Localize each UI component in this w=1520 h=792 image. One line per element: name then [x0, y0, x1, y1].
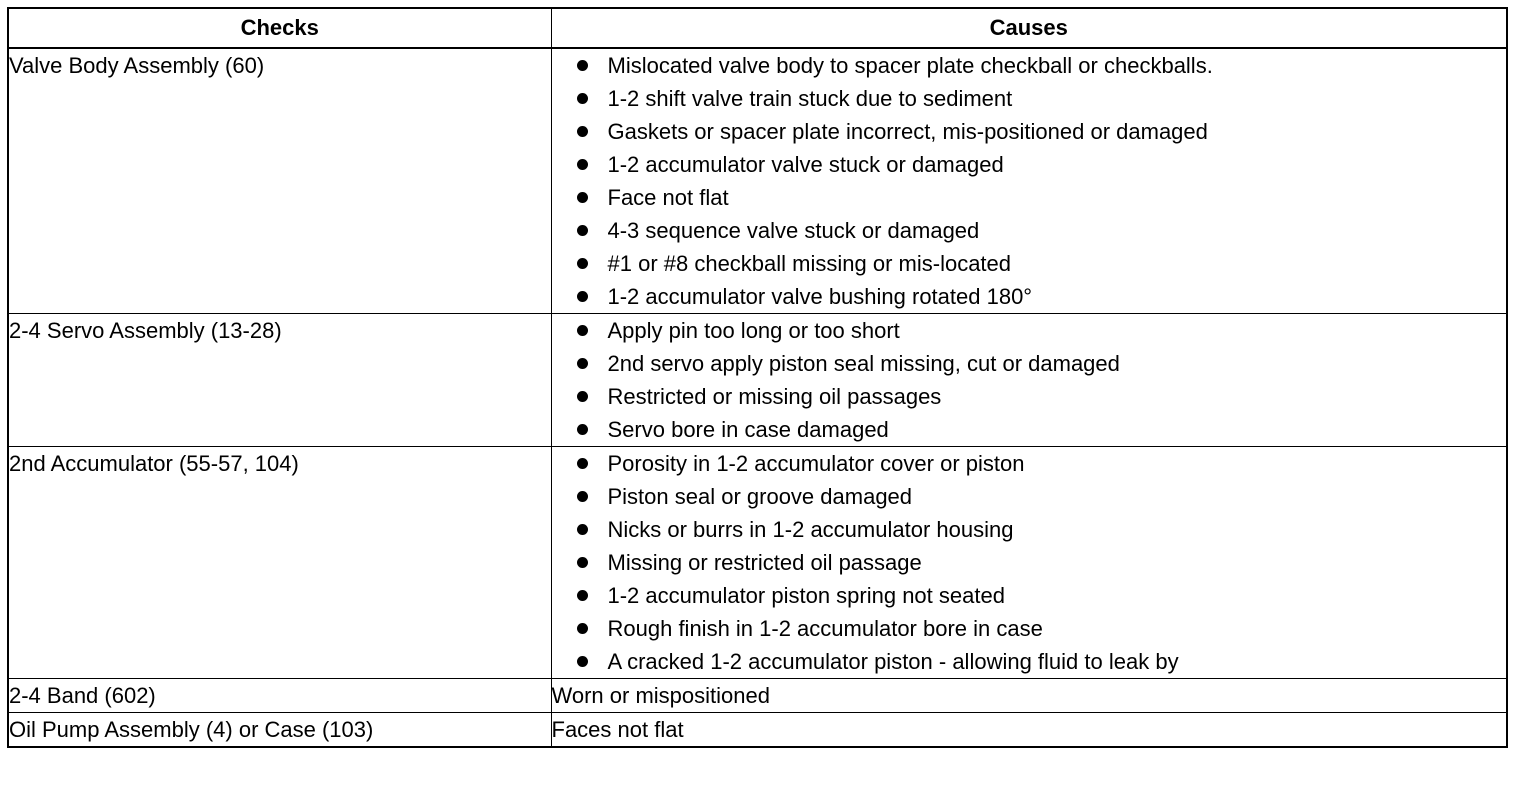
cause-text: Missing or restricted oil passage	[607, 550, 922, 575]
cause-item	[552, 380, 1507, 413]
bullet-icon	[577, 623, 588, 634]
cause-item	[552, 413, 1507, 446]
bullet-icon	[577, 60, 588, 71]
causes-cell	[551, 447, 1507, 679]
table-row	[8, 713, 1507, 748]
cause-cell: Worn or mispositioned	[551, 679, 1507, 713]
cause-text: Restricted or missing oil passages	[607, 384, 942, 409]
check-cell: 2-4 Band (602)	[8, 679, 551, 713]
cause-item	[552, 181, 1507, 214]
cause-text: 4-3 sequence valve stuck or damaged	[607, 218, 980, 243]
cause-item	[552, 82, 1507, 115]
cause-item	[552, 347, 1507, 380]
cause-item	[552, 247, 1507, 280]
diagnosis-table	[7, 7, 1508, 748]
bullet-icon	[577, 225, 588, 236]
cause-text: A cracked 1-2 accumulator piston - allowing fluid to leak by	[607, 649, 1179, 674]
cause-item	[552, 115, 1507, 148]
check-cell: Valve Body Assembly (60)	[8, 48, 551, 314]
cause-item	[552, 579, 1507, 612]
column-header-checks: Checks	[8, 8, 551, 48]
bullet-icon	[577, 258, 588, 269]
column-header-causes: Causes	[551, 8, 1507, 48]
cause-text: 1-2 accumulator valve bushing rotated 180°	[607, 284, 1033, 309]
cause-text: 1-2 accumulator valve stuck or damaged	[607, 152, 1004, 177]
bullet-icon	[577, 358, 588, 369]
cause-item	[552, 447, 1507, 480]
table-row	[8, 48, 1507, 314]
cause-text: Servo bore in case damaged	[607, 417, 889, 442]
table-row	[8, 314, 1507, 447]
check-cell: Oil Pump Assembly (4) or Case (103)	[8, 713, 551, 748]
header-row	[8, 8, 1507, 48]
bullet-icon	[577, 159, 588, 170]
bullet-icon	[577, 458, 588, 469]
cause-item	[552, 546, 1507, 579]
causes-cell	[551, 314, 1507, 447]
cause-item	[552, 513, 1507, 546]
cause-text: 1-2 accumulator piston spring not seated	[607, 583, 1005, 608]
cause-text: Apply pin too long or too short	[607, 318, 900, 343]
bullet-icon	[577, 491, 588, 502]
cause-item	[552, 49, 1507, 82]
bullet-icon	[577, 325, 588, 336]
cause-text: 1-2 shift valve train stuck due to sediment	[607, 86, 1013, 111]
cause-text: #1 or #8 checkball missing or mis-located	[607, 251, 1012, 276]
cause-text: Piston seal or groove damaged	[607, 484, 913, 509]
bullet-icon	[577, 656, 588, 667]
cause-text: Gaskets or spacer plate incorrect, mis-positioned or damaged	[607, 119, 1208, 144]
bullet-icon	[577, 93, 588, 104]
cause-text: Porosity in 1-2 accumulator cover or piston	[607, 451, 1025, 476]
cause-cell: Faces not flat	[551, 713, 1507, 748]
bullet-icon	[577, 126, 588, 137]
cause-item	[552, 280, 1507, 313]
cause-item	[552, 214, 1507, 247]
bullet-icon	[577, 557, 588, 568]
cause-list	[552, 314, 1507, 446]
bullet-icon	[577, 291, 588, 302]
cause-item	[552, 148, 1507, 181]
causes-cell	[551, 48, 1507, 314]
bullet-icon	[577, 424, 588, 435]
cause-text: Face not flat	[607, 185, 729, 210]
check-cell: 2nd Accumulator (55-57, 104)	[8, 447, 551, 679]
bullet-icon	[577, 192, 588, 203]
table-row	[8, 679, 1507, 713]
cause-text: Mislocated valve body to spacer plate checkball or checkballs.	[607, 53, 1213, 78]
table-row	[8, 447, 1507, 679]
cause-item	[552, 314, 1507, 347]
check-cell: 2-4 Servo Assembly (13-28)	[8, 314, 551, 447]
cause-item	[552, 480, 1507, 513]
cause-text: Nicks or burrs in 1-2 accumulator housing	[607, 517, 1014, 542]
cause-list	[552, 49, 1507, 313]
bullet-icon	[577, 524, 588, 535]
cause-text: 2nd servo apply piston seal missing, cut or damaged	[607, 351, 1120, 376]
bullet-icon	[577, 391, 588, 402]
cause-list	[552, 447, 1507, 678]
bullet-icon	[577, 590, 588, 601]
cause-item	[552, 645, 1507, 678]
cause-text: Rough finish in 1-2 accumulator bore in case	[607, 616, 1043, 641]
cause-item	[552, 612, 1507, 645]
